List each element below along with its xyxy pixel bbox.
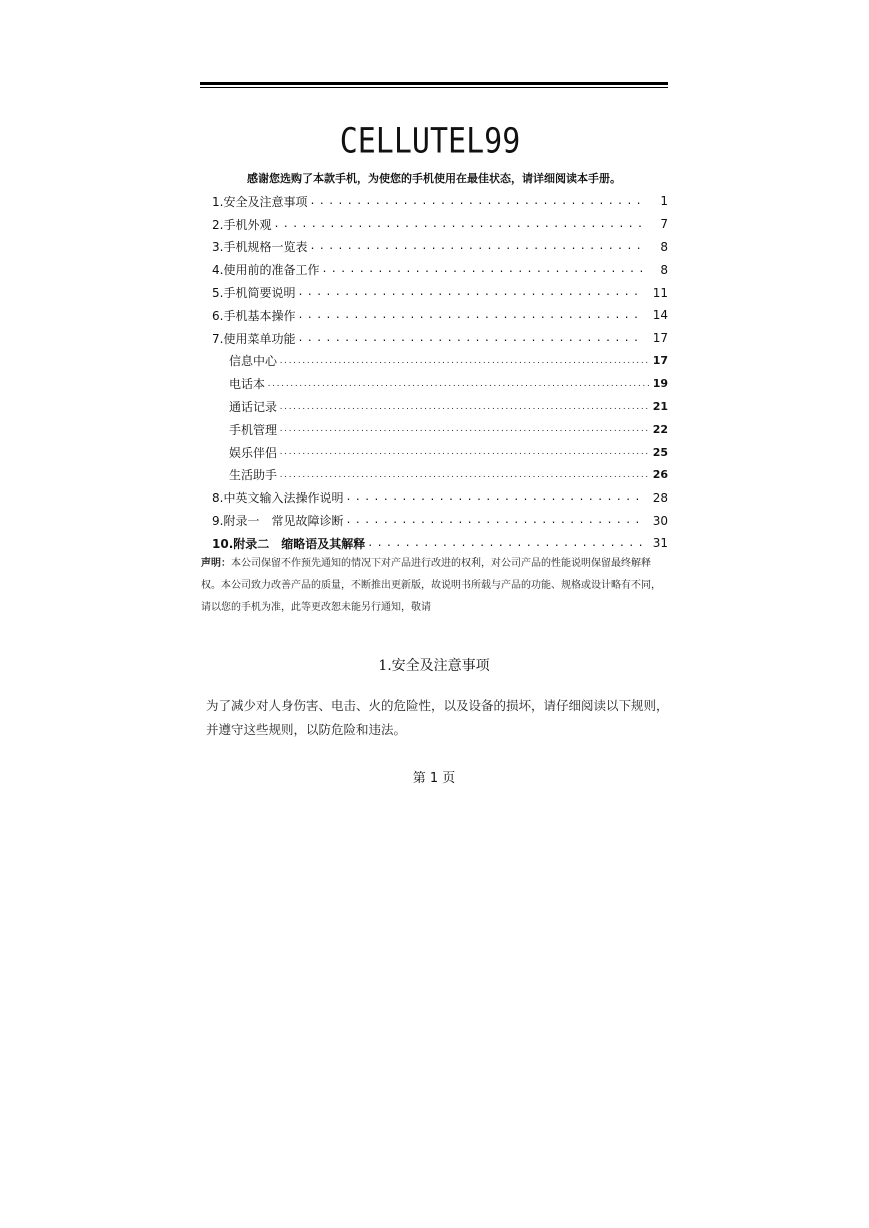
intro-text: 感谢您选购了本款手机，为使您的手机使用在最佳状态，请详细阅读本手册。	[247, 172, 621, 185]
toc-page: 25	[652, 445, 668, 459]
toc-number: 9.	[212, 514, 224, 529]
toc-subitem-call-log[interactable]	[212, 395, 668, 418]
toc-number: 2.	[212, 217, 224, 232]
toc-label: 电话本	[229, 377, 266, 392]
toc-item-2[interactable]	[212, 213, 668, 236]
toc-page: 19	[652, 377, 668, 391]
toc-page: 8	[660, 262, 668, 277]
toc-label: 手机管理	[229, 422, 278, 437]
toc-page: 1	[660, 194, 668, 209]
toc-leader	[277, 425, 650, 433]
toc-page: 17	[652, 331, 668, 346]
toc-leader	[271, 219, 642, 230]
toc-leader	[295, 287, 642, 298]
table-of-contents	[212, 190, 668, 555]
header-rule-thick	[200, 82, 668, 85]
toc-page: 21	[652, 400, 668, 414]
toc-item-10[interactable]	[212, 532, 668, 555]
toc-label: 手机简要说明	[223, 286, 296, 301]
page-number: 第 1 页	[412, 771, 456, 786]
toc-label: 手机外观	[223, 217, 272, 232]
toc-subitem-message-center[interactable]	[212, 350, 668, 373]
notice-text: 本公司保留不作预先通知的情况下对产品进行改进的权利，对公司产品的性能说明保留最终解释权。本公司致力改善产品的质量，不断推出更新版，故说明书所载与产品的功能、规格或设计略有不同，请以您的手机为准，此等更改恕未能另行通知，敬请	[201, 558, 661, 613]
toc-number: 7.	[212, 331, 224, 346]
toc-item-9[interactable]	[212, 509, 668, 532]
toc-label: 使用菜单功能	[223, 331, 296, 346]
toc-item-6[interactable]	[212, 304, 668, 327]
toc-leader	[265, 380, 650, 388]
toc-subitem-life-assistant[interactable]	[212, 464, 668, 487]
toc-number: 3.	[212, 240, 224, 255]
toc-page: 28	[652, 490, 668, 505]
toc-leader	[343, 492, 642, 503]
toc-number: 1.	[212, 194, 224, 209]
toc-subitem-entertainment[interactable]	[212, 441, 668, 464]
toc-leader	[277, 471, 650, 479]
toc-page: 11	[652, 285, 668, 300]
toc-leader	[277, 357, 650, 365]
toc-leader	[277, 403, 650, 411]
toc-label: 手机基本操作	[223, 308, 296, 323]
toc-page: 7	[660, 217, 668, 232]
toc-page: 17	[652, 354, 668, 368]
toc-page: 30	[652, 513, 668, 528]
toc-leader	[365, 538, 642, 549]
toc-item-3[interactable]	[212, 236, 668, 259]
toc-leader	[295, 333, 642, 344]
header-rule-thin	[200, 87, 668, 88]
toc-leader	[277, 448, 650, 456]
document-title: CELLUTEL99	[339, 121, 521, 162]
toc-label: 使用前的准备工作	[223, 263, 320, 278]
toc-label: 中英文输入法操作说明	[223, 491, 344, 506]
toc-item-1[interactable]	[212, 190, 668, 213]
toc-label: 安全及注意事项	[223, 194, 308, 209]
toc-label: 手机规格一览表	[223, 240, 308, 255]
toc-leader	[343, 515, 642, 526]
toc-number: 6.	[212, 308, 224, 323]
toc-page: 31	[652, 536, 668, 551]
toc-number: 4.	[212, 263, 224, 278]
toc-subitem-phonebook[interactable]	[212, 372, 668, 395]
toc-number: 8.	[212, 491, 224, 506]
toc-page: 14	[652, 308, 668, 323]
disclaimer-notice	[201, 553, 667, 619]
toc-label: 生活助手	[229, 468, 278, 483]
toc-item-5[interactable]	[212, 281, 668, 304]
toc-page: 26	[652, 468, 668, 482]
toc-label: 附录一 常见故障诊断	[223, 514, 344, 529]
notice-lead: 声明：	[201, 558, 231, 569]
toc-leader	[319, 264, 642, 275]
toc-page: 8	[660, 239, 668, 254]
toc-leader	[307, 196, 642, 207]
section-body: 为了减少对人身伤害、电击、火的危险性，以及设备的损坏，请仔细阅读以下规则，并遵守这些规则，以防危险和违法。	[206, 698, 669, 737]
toc-number: 10.	[212, 536, 234, 551]
toc-leader	[307, 241, 642, 252]
toc-item-7[interactable]	[212, 327, 668, 350]
toc-label: 附录二 缩略语及其解释	[233, 536, 366, 551]
toc-label: 信息中心	[229, 354, 278, 369]
toc-item-8[interactable]	[212, 486, 668, 509]
toc-leader	[295, 310, 642, 321]
toc-label: 通话记录	[229, 400, 278, 415]
toc-number: 5.	[212, 286, 224, 301]
toc-item-4[interactable]	[212, 258, 668, 281]
toc-label: 娱乐伴侣	[229, 445, 278, 460]
section-heading: 1.安全及注意事项	[378, 658, 490, 674]
toc-page: 22	[652, 422, 668, 436]
toc-subitem-phone-management[interactable]	[212, 418, 668, 441]
